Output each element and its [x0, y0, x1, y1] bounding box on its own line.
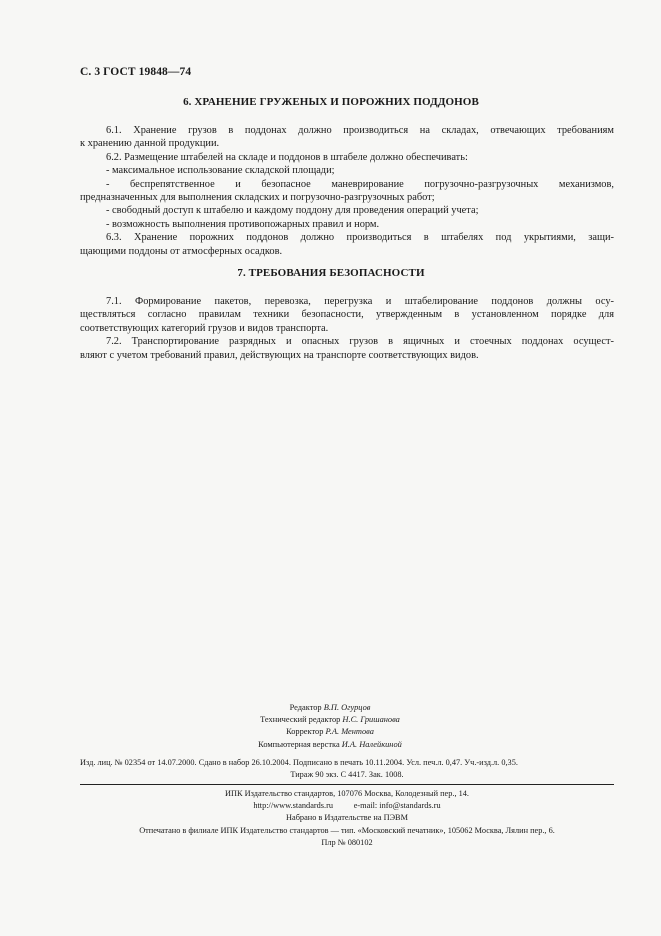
- text-line: - максимальное использование складской площади;: [106, 165, 335, 177]
- credit-tech-editor: Технический редактор Н.С. Гришанова: [260, 715, 400, 725]
- section-7-body: [80, 295, 614, 362]
- running-head: С. 3 ГОСТ 19848—74: [80, 66, 192, 78]
- text-line: - возможность выполнения противопожарных правил и норм.: [106, 218, 380, 230]
- text-line: 6.1. Хранение грузов в поддонах должно производиться на складах, отвечающих требованиям: [106, 125, 614, 136]
- text-line: 7.2. Транспортирование разрядных и опасных грузов в ящичных и стоечных поддонах осущест-: [106, 336, 614, 348]
- publisher-line: ИПК Издательство стандартов, 107076 Москва, Колодезный пер., 14.: [225, 789, 469, 798]
- publisher-line: Плр № 080102: [321, 837, 373, 847]
- text-line: - беспрепятственное и безопасное маневрирование погрузочно-разгрузочных механизмов,: [106, 178, 614, 190]
- editorial-credits: [200, 702, 460, 751]
- credit-corrector: Корректор Р.А. Ментова: [286, 727, 374, 737]
- text-line: 6.2. Размещение штабелей на складе и поддонов в штабеле должно обеспечивать:: [106, 151, 468, 163]
- text-line: предназначенных для выполнения складских и погрузочно-разгрузочных работ;: [80, 192, 435, 204]
- text-line: к хранению данной продукции.: [80, 138, 220, 150]
- divider: [80, 784, 614, 785]
- imprint-line: Тираж 90 экз. С 4417. Зак. 1008.: [290, 770, 404, 780]
- text-line: ществляться согласно правилам техники безопасности, утвержденным в установленном порядке для: [80, 309, 614, 321]
- publisher-block: [80, 788, 614, 849]
- section-6-title: 6. ХРАНЕНИЕ ГРУЖЕНЫХ И ПОРОЖНИХ ПОДДОНОВ: [183, 96, 479, 108]
- publisher-line: http://www.standards.ru e-mail: info@standards.ru: [253, 801, 441, 811]
- imprint-line: Изд. лиц. № 02354 от 14.07.2000. Сдано в набор 26.10.2004. Подписано в печать 10.11.2004. Усл. печ.л. 0,47. Уч.-изд.л. 0,35.: [80, 758, 518, 767]
- text-line: 7.1. Формирование пакетов, перевозка, перегрузка и штабелирование поддонов должны осу-: [106, 296, 614, 307]
- section-7-title: 7. ТРЕБОВАНИЯ БЕЗОПАСНОСТИ: [237, 267, 425, 279]
- section-6-body: [80, 124, 614, 258]
- text-line: щающими поддоны от атмосферных осадков.: [80, 245, 283, 257]
- publisher-line: Набрано в Издательстве на ПЭВМ: [286, 813, 408, 823]
- imprint-block: [80, 757, 614, 781]
- text-line: 6.3. Хранение порожних поддонов должно производиться в штабелях под укрытиями, защи-: [106, 232, 614, 244]
- text-line: вляют с учетом требований правил, действующих на транспорте соответствующих видов.: [80, 349, 479, 361]
- text-line: - свободный доступ к штабелю и каждому поддону для проведения операций учета;: [106, 205, 479, 217]
- publisher-line: Отпечатано в филиале ИПК Издательство стандартов — тип. «Московский печатник», 105062 Москва, Лялин пер., 6.: [139, 825, 555, 835]
- credit-editor: Редактор В.П. Огурцов: [289, 703, 371, 712]
- text-line: соответствующих категорий грузов и видов транспорта.: [80, 322, 329, 334]
- credit-layout: Компьютерная верстка И.А. Налейкиной: [258, 739, 402, 749]
